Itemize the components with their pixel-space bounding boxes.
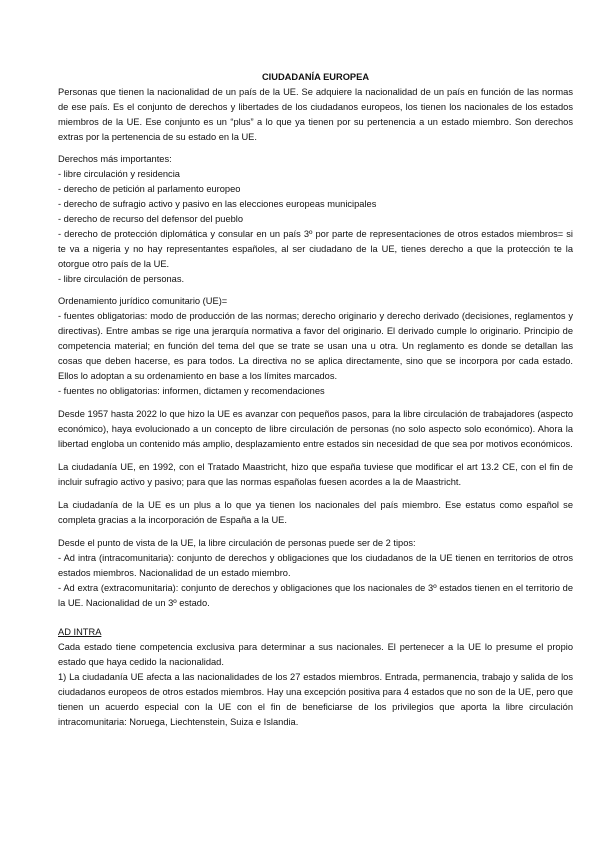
plus-paragraph: La ciudadanía de la UE es un plus a lo que ya tienen los nacionales del país miembro. Ese estatus como español se completa gracias a la incorporación de España a la UE. xyxy=(58,500,573,525)
rights-heading: Derechos más importantes: xyxy=(58,154,172,164)
section-paragraph: Cada estado tiene competencia exclusiva para determinar a sus nacionales. El pertenecer a la UE lo presume el propio estado que haya cedido la nacionalidad. xyxy=(58,642,573,667)
type-intra: - Ad intra (intracomunitaria): conjunto de derechos y obligaciones que los ciudadanos de la UE tienen en territorios de otros estados miembros. Nacionalidad de un estado miembro. xyxy=(58,553,573,578)
legal-nonbinding-sources: - fuentes no obligatorias: informen, dictamen y recomendaciones xyxy=(58,386,325,396)
rights-item: - derecho de sufragio activo y pasivo en las elecciones europeas municipales xyxy=(58,199,377,209)
rights-item: - libre circulación de personas. xyxy=(58,274,185,284)
intro-paragraph: Personas que tienen la nacionalidad de un país de la UE. Se adquiere la nacionalidad de un país en función de las normas de ese país. Es el conjunto de derechos y libertades de los ciudadanos europeos, los tienen los nacionales de los estados miembros de la UE. Ese conjunto es un “plus” a lo que ya tienen por su pertenencia a un estado miembro. Son derechos extras por la pertenencia de su estado en la UE. xyxy=(58,87,573,142)
rights-item: - derecho de protección diplomática y consular en un país 3º por parte de representaciones de otros estados miembros= si te va a nigeria y no hay representantes españoles, al ser ciudadano de la UE, tienes derecho a que la protección te la otorgue otro país de la UE. xyxy=(58,229,573,269)
legal-section xyxy=(58,294,573,399)
rights-item: - derecho de recurso del defensor del pueblo xyxy=(58,214,244,224)
maastricht-paragraph: La ciudadanía UE, en 1992, con el Tratado Maastricht, hizo que españa tuviese que modificar el art 13.2 CE, con el fin de incluir sufragio activo y pasivo; para que las normas españolas fuesen acordes a la de Maastricht. xyxy=(58,462,573,487)
types-intro: Desde el punto de vista de la UE, la libre circulación de personas puede ser de 2 tipos: xyxy=(58,538,416,548)
rights-item: - libre circulación y residencia xyxy=(58,169,180,179)
types-section xyxy=(58,536,573,611)
rights-item: - derecho de petición al parlamento europeo xyxy=(58,184,241,194)
legal-heading: Ordenamiento jurídico comunitario (UE)= xyxy=(58,296,228,306)
document-body xyxy=(58,70,573,730)
legal-binding-sources: - fuentes obligatorias: modo de producción de las normas; derecho originario y derecho derivado (decisiones, reglamentos y directivas). Entre ambas se rige una jerarquía normativa a favor del originario. El derivado cumple lo originario. Principio de competencia material; en función del tema del que se trate se usan una u otra. Un reglamento es donde se detallan las cosas que deben hacerse, es para todos. La directiva no se aplica directamente, sino que se incorpora por cada estado. Ellos lo adoptan a su ordenamiento en base a los límites marcados. xyxy=(58,311,573,381)
document-title: CIUDADANÍA EUROPEA xyxy=(261,72,370,82)
section-point-1: 1) La ciudadanía UE afecta a las nacionalidades de los 27 estados miembros. Entrada, permanencia, trabajo y salida de los ciudadanos europeos de otros estados miembros. Hay una excepción positiva para 4 estados que no son de la UE, pero que tienen un acuerdo especial con la UE con el fin de beneficiarse de los privilegios que aporta la libre circulación intracomunitaria: Noruega, Liechtenstein, Suiza e Islandia. xyxy=(58,672,573,727)
history-paragraph: Desde 1957 hasta 2022 lo que hizo la UE es avanzar con pequeños pasos, para la libre circulación de trabajadores (aspecto económico), haya evolucionado a un concepto de libre circulación de personas (no solo aspecto solo económico). Ahora la libertad engloba un contenido más amplio, desplazamiento entre estados sin necesidad de que sea por motivos económicos. xyxy=(58,409,573,449)
section-heading: AD INTRA xyxy=(58,627,102,637)
rights-section xyxy=(58,152,573,287)
type-extra: - Ad extra (extracomunitaria): conjunto de derechos y obligaciones que los nacionales de 3º estados tienen en el territorio de la UE. Nacionalidad de un 3º estado. xyxy=(58,583,573,608)
